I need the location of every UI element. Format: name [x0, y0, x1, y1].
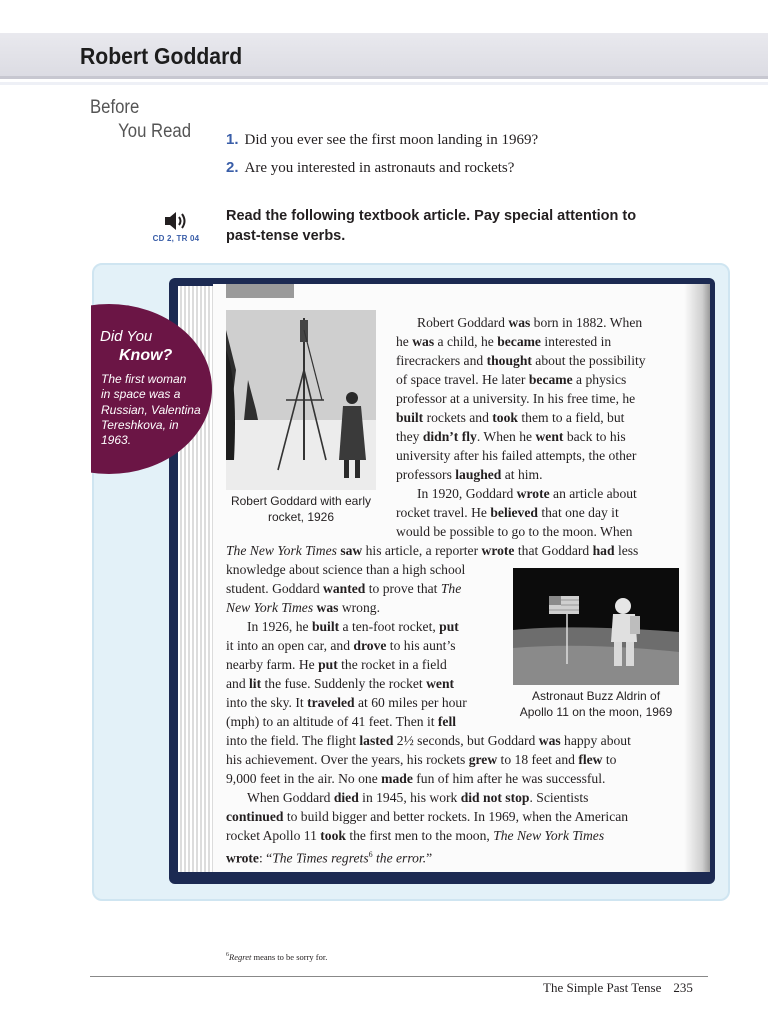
- question-item: 1. Did you ever see the first moon landing in 1969?: [226, 131, 539, 148]
- question-list: [226, 126, 538, 182]
- page-tab: [226, 284, 294, 298]
- audio-track[interactable]: [146, 210, 206, 243]
- title-underline: [0, 82, 768, 85]
- reading-instructions: Read the following textbook article. Pay special attention to past-tense verbs.: [226, 208, 637, 244]
- aldrin-moon-photo: [513, 568, 679, 685]
- page-footer: [543, 980, 693, 996]
- aldrin-photo-caption: Astronaut Buzz Aldrin of Apollo 11 on the moon, 1969: [519, 689, 673, 719]
- goddard-photo-caption: Robert Goddard with early rocket, 1926: [230, 494, 372, 524]
- book-page-shadow: [684, 284, 710, 872]
- question-item: 2. Are you interested in astronauts and rockets?: [226, 159, 515, 176]
- page-title: Robert Goddard: [80, 43, 243, 69]
- did-you-know-title: Did You Know?: [100, 328, 173, 364]
- footer-rule: [90, 976, 708, 977]
- page-number: 235: [673, 980, 693, 995]
- article-paragraph: Robert Goddard was born in 1882. When he was a child, he became interested in firecrackers and thought about the possibility of space travel. He later became a physics professor at a university. In his free time, he built rockets and took them to a field, but they didn’t fly. When he went back to his university after his failed attempts, the other professors laughed at him. In 1920, Goddard wrote an article about rocket travel. He believed that one day it would be possible to go to the moon. When: [396, 315, 646, 539]
- title-bar: [0, 33, 768, 79]
- before-label-line2: You Read: [118, 121, 191, 142]
- audio-track-label: CD 2, TR 04: [152, 234, 200, 243]
- article-paragraph: knowledge about science than a high school student. Goddard wanted to prove that The New York Times was wrong. In 1926, he built a ten-foot rocket, put it into an open car, and drove to his aunt’s nearby farm. He put the rocket in a field and lit the fuse. Suddenly the rocket went into the sky. It traveled at 60 miles per hour (mph) to an altitude of 41 feet. Then it fell: [226, 562, 467, 729]
- footer-section-title: The Simple Past Tense: [543, 980, 662, 995]
- goddard-rocket-photo: [226, 310, 376, 490]
- footnote: $^6$Regret means to be sorry for.: [226, 952, 328, 962]
- article-paragraph: into the field. The flight lasted 2½ seconds, but Goddard was happy about his achievement. Over the years, his rockets grew to 18 feet and flew to 9,000 feet in the air. No one made fun of him after he was successful. When Goddard died in 1945, his work did not stop. Scientists continued to build bigger and better rockets. In 1969, when the American rocket Apollo 11 took the first men to the moon, The New York Times wrote: “The Times regrets$^6$ the error.”: [226, 733, 631, 866]
- article-paragraph: The New York Times saw his article, a reporter wrote that Goddard had less: [226, 543, 639, 558]
- before-you-read-label: [90, 96, 191, 144]
- margin-mask: [0, 290, 91, 490]
- before-label-line1: Before: [90, 97, 140, 118]
- did-you-know-text: The first woman in space was a Russian, Valentina Tereshkova, in 1963.: [101, 372, 201, 448]
- speaker-icon[interactable]: [163, 210, 189, 232]
